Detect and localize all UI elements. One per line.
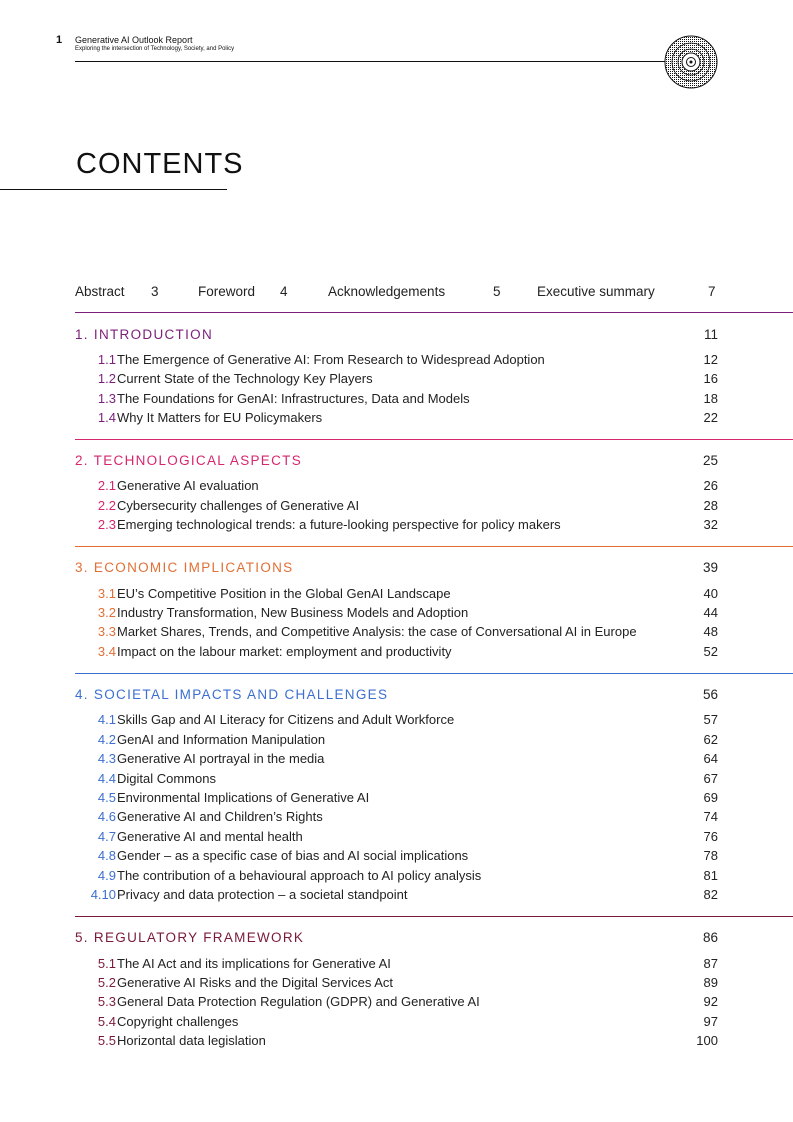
contents-title: CONTENTS (76, 148, 244, 180)
section-divider-4 (75, 673, 793, 674)
chapter-page: 25 (702, 453, 718, 468)
toc-item[interactable]: 5.4 Copyright challenges 97 (97, 1014, 718, 1029)
toc-item[interactable]: 2.2 Cybersecurity challenges of Generative AI 28 (97, 498, 718, 513)
chapter-title: 5. REGULATORY FRAMEWORK (75, 930, 305, 945)
toc-item[interactable]: 4.1 Skills Gap and AI Literacy for Citizens and Adult Workforce 57 (97, 712, 718, 727)
front-matter-executive-summary-page: 7 (708, 284, 716, 299)
front-matter-foreword[interactable]: Foreword (198, 284, 256, 299)
header-rule (75, 61, 665, 62)
toc-item[interactable]: 4.2 GenAI and Information Manipulation 62 (97, 732, 718, 747)
chapter-heading-2[interactable] (75, 453, 718, 468)
toc-item[interactable]: 5.2 Generative AI Risks and the Digital Services Act 89 (97, 975, 718, 990)
chapter-page: 56 (702, 687, 718, 702)
chapter-heading-3[interactable] (75, 560, 718, 575)
chapter-title: 4. SOCIETAL IMPACTS AND CHALLENGES (75, 687, 389, 702)
toc-item[interactable]: 4.8 Gender – as a specific case of bias and AI social implications 78 (97, 848, 718, 863)
front-matter-abstract[interactable]: Abstract (75, 284, 125, 299)
toc-item[interactable]: 3.4 Impact on the labour market: employment and productivity 52 (97, 644, 718, 659)
toc-item[interactable]: 5.1 The AI Act and its implications for Generative AI 87 (97, 956, 718, 971)
toc-item[interactable]: 4.4 Digital Commons 67 (97, 771, 718, 786)
toc-item[interactable]: 4.3 Generative AI portrayal in the media 64 (97, 751, 718, 766)
toc-item[interactable]: 1.3 The Foundations for GenAI: Infrastructures, Data and Models 18 (97, 391, 718, 406)
report-subtitle: Exploring the intersection of Technology, Society, and Policy (75, 46, 235, 52)
section-divider-3 (75, 546, 793, 547)
toc-item[interactable]: 4.6 Generative AI and Children’s Rights 74 (97, 809, 718, 824)
toc-item[interactable]: 1.4 Why It Matters for EU Policymakers 22 (97, 410, 718, 425)
toc-item[interactable]: 5.5 Horizontal data legislation 100 (97, 1033, 718, 1048)
chapter-page: 11 (703, 327, 718, 342)
concentric-circle-logo-icon (664, 35, 718, 89)
chapter-title: 2. TECHNOLOGICAL ASPECTS (75, 453, 303, 468)
front-matter-acknowledgements[interactable]: Acknowledgements (328, 284, 446, 299)
front-matter-row (75, 284, 718, 302)
chapter-heading-5[interactable] (75, 930, 718, 945)
section-divider-1 (75, 312, 793, 313)
toc-item[interactable]: 4.5 Environmental Implications of Generative AI 69 (97, 790, 718, 805)
toc-item[interactable]: 4.9 The contribution of a behavioural approach to AI policy analysis 81 (97, 868, 718, 883)
toc-item[interactable]: 3.3 Market Shares, Trends, and Competitive Analysis: the case of Conversational AI in Europe 48 (97, 624, 718, 639)
toc-item[interactable]: 2.1 Generative AI evaluation 26 (97, 478, 718, 493)
front-matter-foreword-page: 4 (280, 284, 288, 299)
chapter-page: 39 (702, 560, 718, 575)
chapter-page: 86 (702, 930, 718, 945)
toc-item[interactable]: 1.2 Current State of the Technology Key Players 16 (97, 371, 718, 386)
chapter-heading-1[interactable] (75, 327, 718, 342)
report-title: Generative AI Outlook Report (75, 35, 193, 45)
toc-item[interactable]: 5.3 General Data Protection Regulation (GDPR) and Generative AI 92 (97, 994, 718, 1009)
toc-item[interactable]: 4.7 Generative AI and mental health 76 (97, 829, 718, 844)
front-matter-executive-summary[interactable]: Executive summary (537, 284, 655, 299)
chapter-title: 3. ECONOMIC IMPLICATIONS (75, 560, 294, 575)
page-number: 1 (56, 34, 63, 46)
section-divider-5 (75, 916, 793, 917)
toc-item[interactable]: 1.1 The Emergence of Generative AI: From Research to Widespread Adoption 12 (97, 352, 718, 367)
front-matter-acknowledgements-page: 5 (493, 284, 501, 299)
contents-title-rule (0, 189, 227, 190)
front-matter-abstract-page: 3 (151, 284, 159, 299)
toc-item[interactable]: 3.2 Industry Transformation, New Business Models and Adoption 44 (97, 605, 718, 620)
toc-item[interactable]: 2.3 Emerging technological trends: a future-looking perspective for policy makers 32 (97, 517, 718, 532)
toc-item[interactable]: 3.1 EU’s Competitive Position in the Global GenAI Landscape 40 (97, 586, 718, 601)
chapter-heading-4[interactable] (75, 687, 718, 702)
chapter-title: 1. INTRODUCTION (75, 327, 214, 342)
section-divider-2 (75, 439, 793, 440)
toc-item[interactable]: 4.10 Privacy and data protection – a societal standpoint 82 (90, 887, 718, 902)
